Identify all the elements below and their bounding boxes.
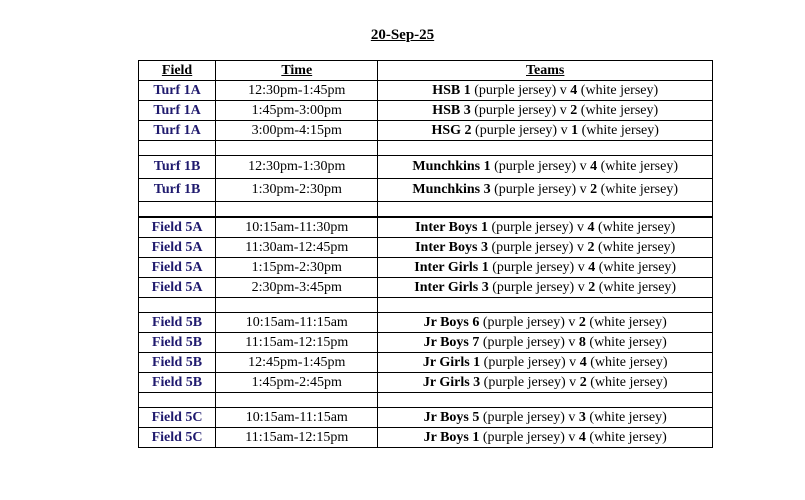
time-cell: 10:15am-11:15am bbox=[216, 408, 378, 428]
home-team-number: 3 bbox=[481, 279, 489, 295]
separator-row bbox=[139, 202, 713, 218]
teams-cell bbox=[378, 258, 713, 278]
table-row bbox=[139, 156, 713, 179]
home-team-number: 1 bbox=[463, 82, 471, 98]
empty-cell bbox=[378, 141, 713, 156]
field-cell: Field 5C bbox=[139, 408, 216, 428]
schedule-table bbox=[138, 60, 713, 448]
time-cell: 12:45pm-1:45pm bbox=[216, 353, 378, 373]
team-name: Jr Boys bbox=[423, 314, 469, 330]
table-row bbox=[139, 101, 713, 121]
team-name: HSB bbox=[432, 82, 461, 98]
field-cell: Field 5A bbox=[139, 238, 216, 258]
table-row bbox=[139, 217, 713, 238]
home-jersey-text: (purple jersey) v bbox=[482, 314, 576, 330]
team-name: Jr Boys bbox=[423, 334, 469, 350]
empty-cell bbox=[216, 393, 378, 408]
home-team-number: 1 bbox=[483, 159, 491, 174]
field-cell: Field 5C bbox=[139, 428, 216, 448]
teams-cell bbox=[378, 156, 713, 179]
field-cell: Field 5A bbox=[139, 258, 216, 278]
away-team-number: 4 bbox=[590, 159, 598, 174]
table-row bbox=[139, 333, 713, 353]
away-jersey-text: (white jersey) bbox=[590, 354, 668, 370]
away-team-number: 2 bbox=[588, 279, 596, 295]
home-team-number: 3 bbox=[480, 239, 488, 255]
time-cell: 11:15am-12:15pm bbox=[216, 428, 378, 448]
field-cell: Turf 1A bbox=[139, 81, 216, 101]
home-jersey-text: (purple jersey) v bbox=[494, 182, 587, 197]
team-name: Munchkins bbox=[412, 182, 481, 197]
teams-cell bbox=[378, 313, 713, 333]
away-jersey-text: (white jersey) bbox=[589, 314, 667, 330]
home-jersey-text: (purple jersey) v bbox=[475, 122, 568, 138]
teams-cell bbox=[378, 353, 713, 373]
away-team-number: 4 bbox=[578, 429, 586, 445]
teams-cell bbox=[378, 373, 713, 393]
teams-cell bbox=[378, 238, 713, 258]
away-team-number: 2 bbox=[578, 314, 586, 330]
field-cell: Field 5B bbox=[139, 353, 216, 373]
schedule-date-title bbox=[0, 27, 805, 44]
home-jersey-text: (purple jersey) v bbox=[482, 409, 576, 425]
away-jersey-text: (white jersey) bbox=[581, 122, 659, 138]
header-row bbox=[139, 61, 713, 81]
away-team-number: 1 bbox=[571, 122, 579, 138]
away-jersey-text: (white jersey) bbox=[597, 219, 676, 235]
away-team-number: 2 bbox=[579, 374, 587, 390]
field-cell: Field 5B bbox=[139, 373, 216, 393]
away-jersey-text: (white jersey) bbox=[589, 409, 667, 425]
away-team-number: 2 bbox=[587, 239, 595, 255]
home-team-number: 7 bbox=[472, 334, 480, 350]
empty-cell bbox=[216, 141, 378, 156]
away-team-number: 8 bbox=[578, 334, 586, 350]
field-column-header: Field bbox=[139, 61, 216, 81]
home-jersey-text: (purple jersey) v bbox=[483, 374, 577, 390]
field-cell: Field 5A bbox=[139, 278, 216, 298]
teams-cell bbox=[378, 428, 713, 448]
home-team-number: 3 bbox=[483, 182, 491, 197]
away-jersey-text: (white jersey) bbox=[580, 82, 659, 98]
home-team-number: 3 bbox=[463, 102, 471, 118]
team-name: Inter Girls bbox=[414, 259, 479, 275]
home-team-number: 5 bbox=[472, 409, 480, 425]
home-jersey-text: (purple jersey) v bbox=[491, 219, 584, 235]
team-name: Jr Girls bbox=[422, 374, 470, 390]
empty-cell bbox=[139, 298, 216, 313]
time-cell: 1:30pm-2:30pm bbox=[216, 179, 378, 202]
teams-column-header: Teams bbox=[378, 61, 713, 81]
time-cell: 12:30pm-1:30pm bbox=[216, 156, 378, 179]
time-cell: 11:15am-12:15pm bbox=[216, 333, 378, 353]
team-name: Jr Boys bbox=[423, 429, 469, 445]
home-jersey-text: (purple jersey) v bbox=[482, 429, 576, 445]
table-row bbox=[139, 428, 713, 448]
separator-row bbox=[139, 298, 713, 313]
empty-cell bbox=[378, 202, 713, 218]
team-name: Inter Boys bbox=[415, 219, 478, 235]
teams-cell bbox=[378, 333, 713, 353]
home-jersey-text: (purple jersey) v bbox=[482, 334, 576, 350]
away-jersey-text: (white jersey) bbox=[580, 102, 659, 118]
teams-cell bbox=[378, 179, 713, 202]
team-name: Jr Girls bbox=[422, 354, 470, 370]
table-row bbox=[139, 373, 713, 393]
team-name: Jr Boys bbox=[423, 409, 469, 425]
time-cell: 1:45pm-2:45pm bbox=[216, 373, 378, 393]
teams-cell bbox=[378, 81, 713, 101]
away-team-number: 4 bbox=[579, 354, 587, 370]
away-team-number: 2 bbox=[590, 182, 598, 197]
home-jersey-text: (purple jersey) v bbox=[474, 82, 567, 98]
away-jersey-text: (white jersey) bbox=[589, 334, 667, 350]
home-team-number: 1 bbox=[473, 354, 481, 370]
away-jersey-text: (white jersey) bbox=[600, 159, 678, 174]
empty-cell bbox=[139, 202, 216, 218]
away-jersey-text: (white jersey) bbox=[600, 182, 678, 197]
time-cell: 2:30pm-3:45pm bbox=[216, 278, 378, 298]
teams-cell bbox=[378, 278, 713, 298]
home-jersey-text: (purple jersey) v bbox=[492, 279, 585, 295]
table-row bbox=[139, 179, 713, 202]
empty-cell bbox=[139, 393, 216, 408]
home-team-number: 6 bbox=[472, 314, 480, 330]
empty-cell bbox=[139, 141, 216, 156]
field-cell: Field 5B bbox=[139, 313, 216, 333]
away-jersey-text: (white jersey) bbox=[590, 374, 668, 390]
table-row bbox=[139, 238, 713, 258]
teams-cell bbox=[378, 217, 713, 238]
date-text: 20-Sep-25 bbox=[370, 27, 435, 43]
home-jersey-text: (purple jersey) v bbox=[492, 259, 585, 275]
separator-row bbox=[139, 393, 713, 408]
team-name: Munchkins bbox=[412, 159, 481, 174]
away-team-number: 2 bbox=[570, 102, 578, 118]
field-cell: Turf 1A bbox=[139, 121, 216, 141]
time-cell: 10:15am-11:30pm bbox=[216, 217, 378, 238]
time-cell: 10:15am-11:15am bbox=[216, 313, 378, 333]
separator-row bbox=[139, 141, 713, 156]
time-cell: 3:00pm-4:15pm bbox=[216, 121, 378, 141]
empty-cell bbox=[216, 202, 378, 218]
table-row bbox=[139, 313, 713, 333]
away-team-number: 4 bbox=[588, 259, 596, 275]
away-team-number: 4 bbox=[587, 219, 595, 235]
away-jersey-text: (white jersey) bbox=[598, 279, 677, 295]
teams-cell bbox=[378, 408, 713, 428]
table-row bbox=[139, 408, 713, 428]
time-cell: 12:30pm-1:45pm bbox=[216, 81, 378, 101]
away-jersey-text: (white jersey) bbox=[597, 239, 676, 255]
field-cell: Turf 1A bbox=[139, 101, 216, 121]
table-row bbox=[139, 121, 713, 141]
field-cell: Field 5A bbox=[139, 217, 216, 238]
team-name: HSB bbox=[432, 102, 461, 118]
empty-cell bbox=[378, 393, 713, 408]
schedule-body bbox=[139, 81, 713, 448]
empty-cell bbox=[378, 298, 713, 313]
table-row bbox=[139, 81, 713, 101]
away-jersey-text: (white jersey) bbox=[598, 259, 677, 275]
home-team-number: 2 bbox=[464, 122, 472, 138]
table-row bbox=[139, 278, 713, 298]
field-cell: Turf 1B bbox=[139, 179, 216, 202]
team-name: Inter Girls bbox=[414, 279, 479, 295]
home-jersey-text: (purple jersey) v bbox=[491, 239, 584, 255]
field-cell: Turf 1B bbox=[139, 156, 216, 179]
time-cell: 1:15pm-2:30pm bbox=[216, 258, 378, 278]
home-jersey-text: (purple jersey) v bbox=[483, 354, 577, 370]
team-name: Inter Boys bbox=[415, 239, 478, 255]
home-jersey-text: (purple jersey) v bbox=[474, 102, 567, 118]
time-column-header: Time bbox=[216, 61, 378, 81]
away-team-number: 4 bbox=[570, 82, 578, 98]
home-team-number: 1 bbox=[481, 259, 489, 275]
home-jersey-text: (purple jersey) v bbox=[494, 159, 587, 174]
time-cell: 11:30am-12:45pm bbox=[216, 238, 378, 258]
team-name: HSG bbox=[431, 122, 462, 138]
home-team-number: 1 bbox=[480, 219, 488, 235]
away-team-number: 3 bbox=[578, 409, 586, 425]
table-row bbox=[139, 258, 713, 278]
home-team-number: 1 bbox=[472, 429, 480, 445]
teams-cell bbox=[378, 121, 713, 141]
home-team-number: 3 bbox=[473, 374, 481, 390]
away-jersey-text: (white jersey) bbox=[589, 429, 667, 445]
table-row bbox=[139, 353, 713, 373]
time-cell: 1:45pm-3:00pm bbox=[216, 101, 378, 121]
empty-cell bbox=[216, 298, 378, 313]
teams-cell bbox=[378, 101, 713, 121]
field-cell: Field 5B bbox=[139, 333, 216, 353]
